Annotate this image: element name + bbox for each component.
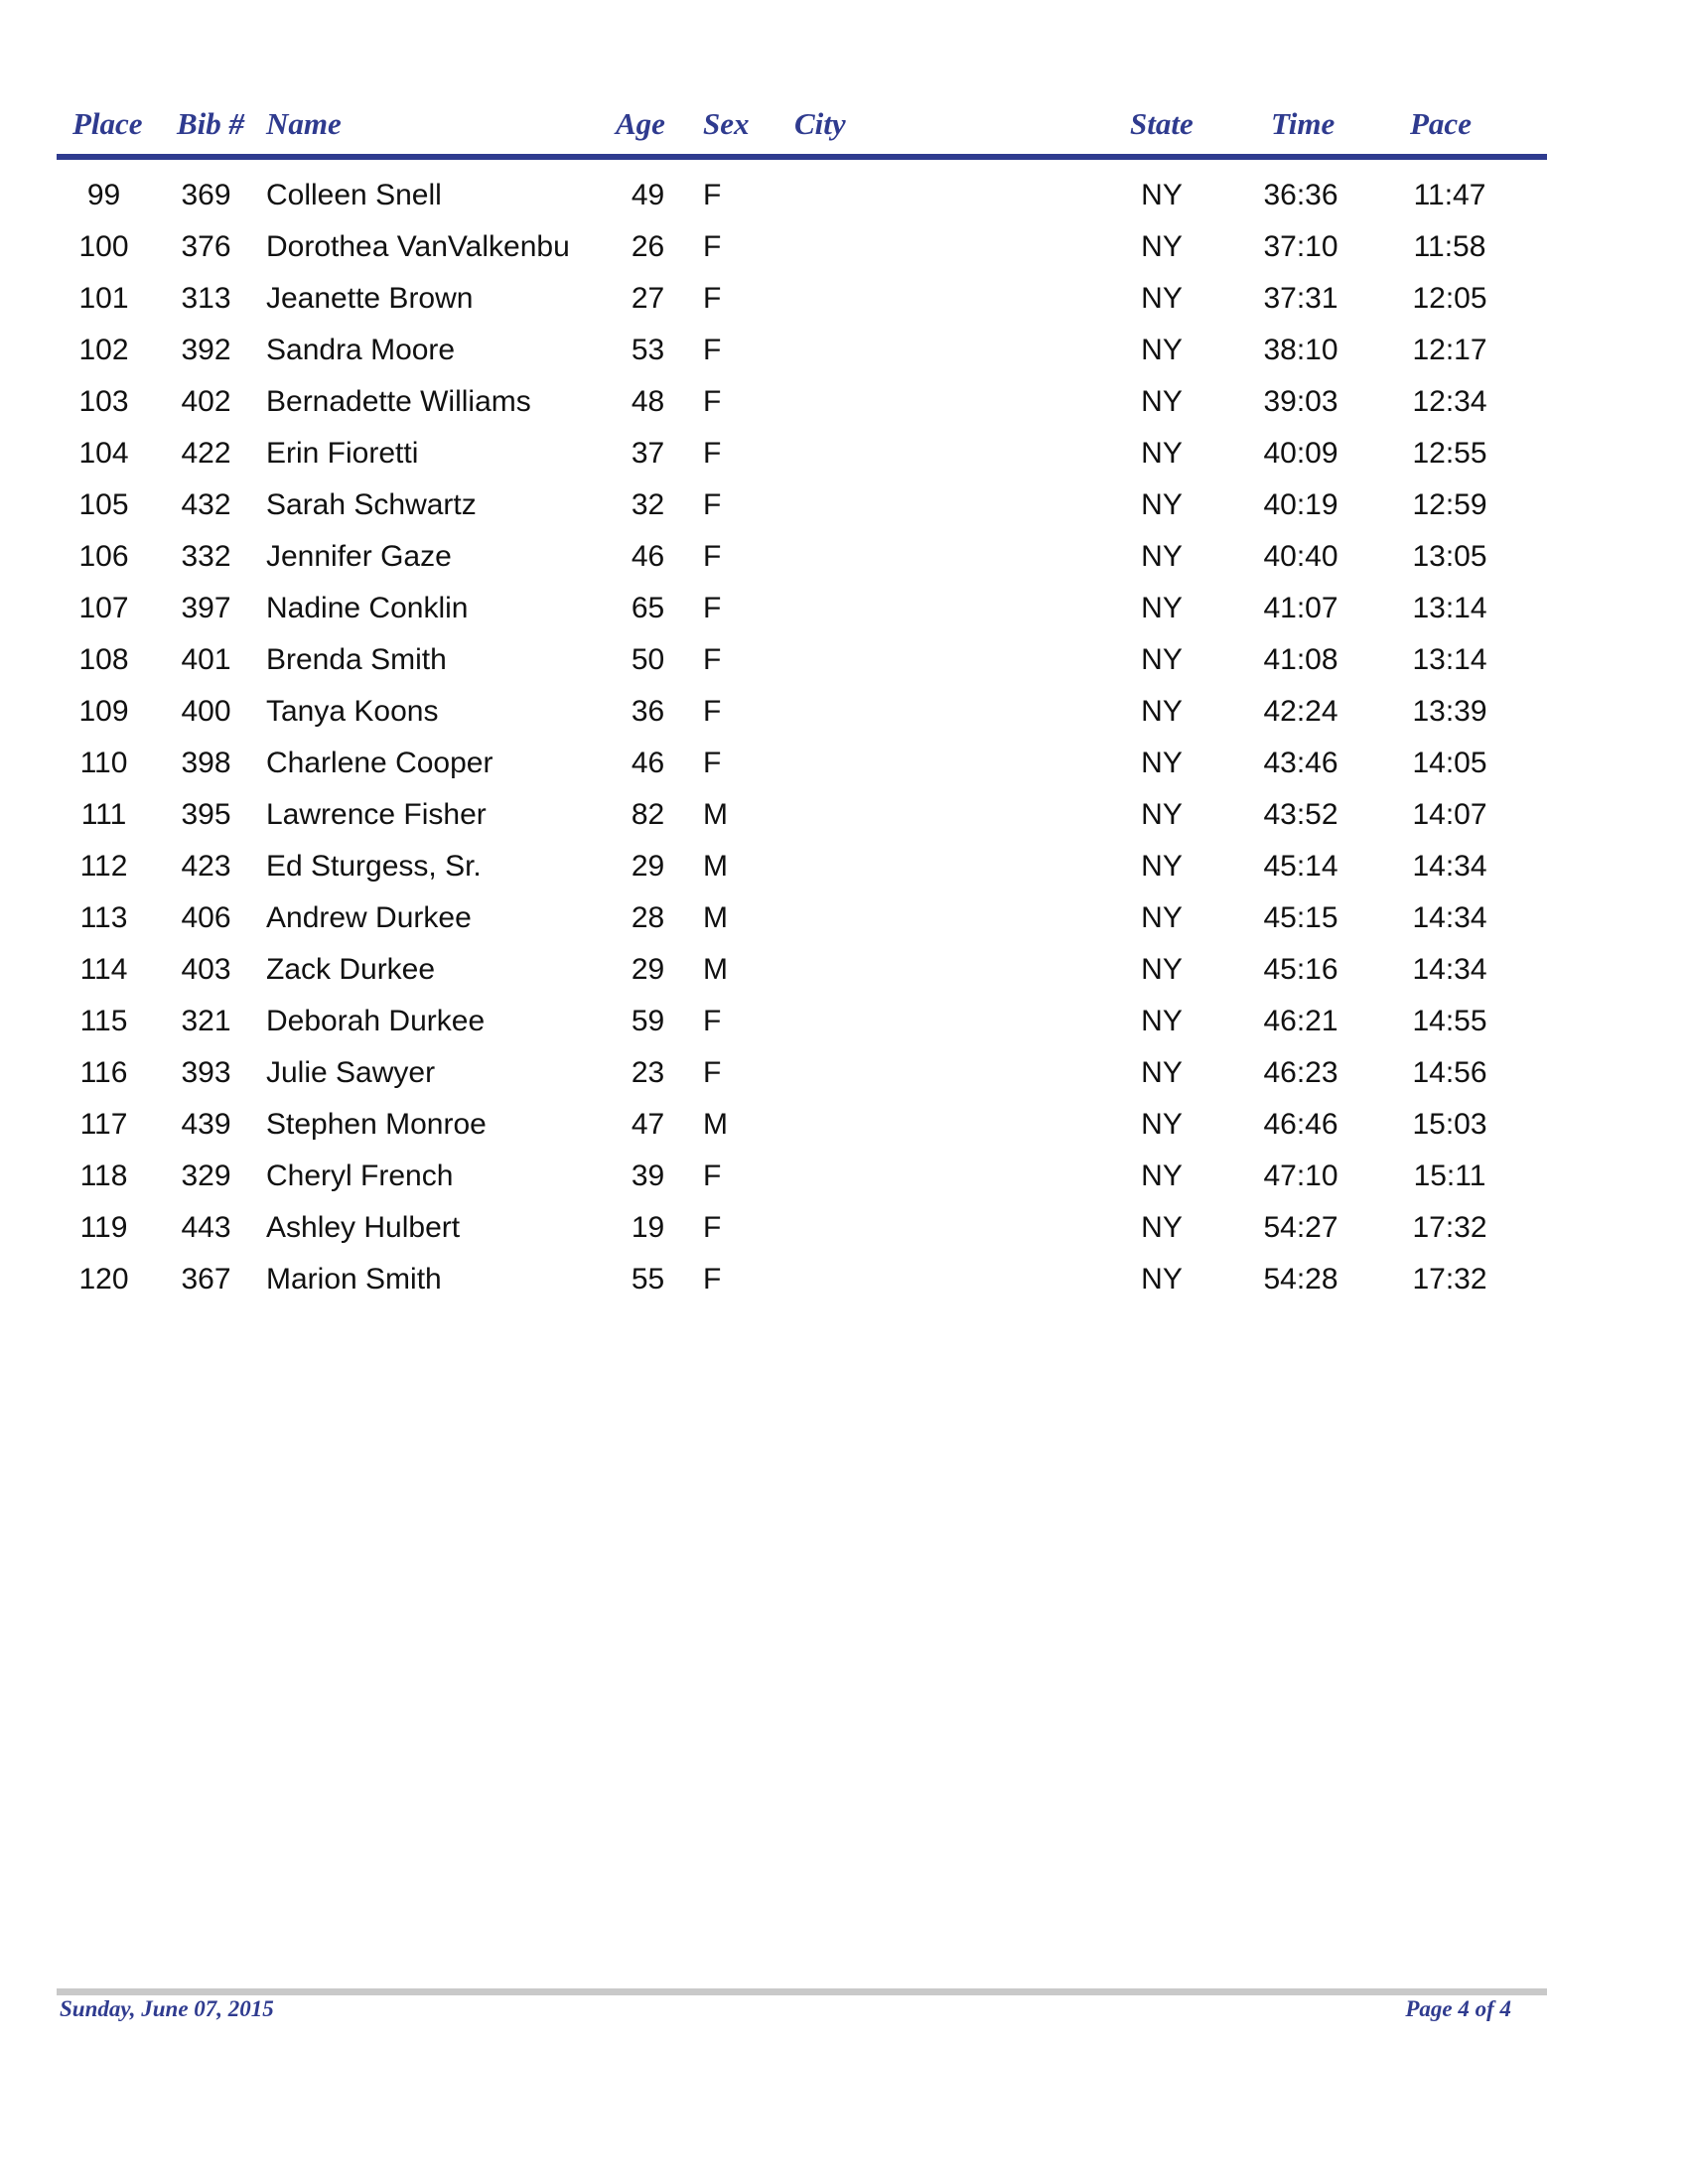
cell-sex: F (703, 1263, 722, 1296)
cell-place: 107 (78, 592, 129, 624)
cell-state: NY (1141, 282, 1183, 315)
cell-name: Jeanette Brown (266, 282, 474, 315)
table-row (0, 1154, 1688, 1205)
cell-age: 23 (631, 1056, 665, 1089)
table-row (0, 276, 1688, 328)
cell-time: 43:52 (1263, 798, 1338, 831)
cell-state: NY (1141, 747, 1183, 779)
cell-state: NY (1141, 1108, 1183, 1141)
cell-place: 111 (80, 798, 127, 831)
cell-pace: 15:03 (1412, 1108, 1487, 1141)
cell-name: Lawrence Fisher (266, 798, 487, 831)
cell-state: NY (1141, 1211, 1183, 1244)
table-row (0, 792, 1688, 844)
cell-bib: 321 (181, 1005, 231, 1037)
cell-name: Charlene Cooper (266, 747, 493, 779)
cell-bib: 401 (181, 643, 231, 676)
cell-time: 41:08 (1263, 643, 1338, 676)
cell-pace: 11:58 (1413, 230, 1486, 263)
cell-place: 100 (78, 230, 129, 263)
cell-name: Brenda Smith (266, 643, 447, 676)
cell-state: NY (1141, 230, 1183, 263)
cell-state: NY (1141, 643, 1183, 676)
cell-place: 114 (79, 953, 128, 986)
cell-place: 115 (79, 1005, 128, 1037)
cell-age: 49 (631, 179, 665, 211)
cell-state: NY (1141, 850, 1183, 883)
cell-pace: 12:17 (1412, 334, 1487, 366)
cell-name: Marion Smith (266, 1263, 442, 1296)
cell-name: Ashley Hulbert (266, 1211, 461, 1244)
column-header-name: Name (266, 106, 342, 141)
cell-bib: 313 (181, 282, 231, 315)
cell-sex: F (703, 1211, 722, 1244)
cell-bib: 397 (181, 592, 231, 624)
cell-time: 40:40 (1263, 540, 1338, 573)
cell-state: NY (1141, 1263, 1183, 1296)
table-row (0, 1050, 1688, 1102)
cell-bib: 332 (181, 540, 231, 573)
cell-place: 105 (78, 488, 129, 521)
cell-name: Dorothea VanValkenbu (266, 230, 570, 263)
cell-time: 43:46 (1263, 747, 1338, 779)
cell-place: 108 (78, 643, 129, 676)
cell-bib: 329 (181, 1160, 231, 1192)
cell-time: 46:23 (1263, 1056, 1338, 1089)
cell-place: 104 (78, 437, 129, 470)
table-row (0, 741, 1688, 792)
footer-date: Sunday, June 07, 2015 (60, 1996, 274, 2021)
cell-pace: 14:56 (1412, 1056, 1487, 1089)
cell-name: Sandra Moore (266, 334, 456, 366)
cell-bib: 398 (181, 747, 231, 779)
table-row (0, 534, 1688, 586)
cell-time: 45:14 (1263, 850, 1338, 883)
cell-sex: F (703, 1160, 722, 1192)
footer-divider (57, 1988, 1547, 1995)
column-header-state: State (1130, 106, 1194, 141)
cell-place: 109 (78, 695, 129, 728)
cell-sex: F (703, 385, 722, 418)
cell-sex: F (703, 540, 722, 573)
cell-age: 65 (631, 592, 665, 624)
cell-name: Sarah Schwartz (266, 488, 477, 521)
table-row (0, 895, 1688, 947)
cell-state: NY (1141, 488, 1183, 521)
column-header-bib: Bib # (177, 106, 245, 141)
cell-age: 55 (631, 1263, 665, 1296)
cell-state: NY (1141, 385, 1183, 418)
cell-state: NY (1141, 540, 1183, 573)
cell-age: 28 (631, 901, 665, 934)
cell-sex: F (703, 747, 722, 779)
cell-state: NY (1141, 1160, 1183, 1192)
cell-age: 39 (631, 1160, 665, 1192)
cell-bib: 367 (181, 1263, 231, 1296)
cell-time: 46:21 (1263, 1005, 1338, 1037)
cell-name: Nadine Conklin (266, 592, 469, 624)
cell-sex: F (703, 334, 722, 366)
cell-name: Ed Sturgess, Sr. (266, 850, 482, 883)
table-row (0, 224, 1688, 276)
cell-bib: 403 (181, 953, 231, 986)
cell-place: 116 (79, 1056, 128, 1089)
table-row (0, 586, 1688, 637)
cell-sex: M (703, 798, 728, 831)
column-header-city: City (794, 106, 846, 141)
table-row (0, 431, 1688, 482)
cell-age: 32 (631, 488, 665, 521)
cell-pace: 13:14 (1412, 643, 1487, 676)
cell-time: 40:19 (1263, 488, 1338, 521)
cell-state: NY (1141, 1056, 1183, 1089)
cell-place: 99 (86, 179, 121, 211)
cell-name: Cheryl French (266, 1160, 454, 1192)
cell-bib: 376 (181, 230, 231, 263)
cell-name: Tanya Koons (266, 695, 439, 728)
header-divider (57, 154, 1547, 160)
table-row (0, 689, 1688, 741)
column-header-pace: Pace (1410, 106, 1472, 141)
table-row (0, 173, 1688, 224)
cell-time: 41:07 (1263, 592, 1338, 624)
cell-pace: 13:05 (1412, 540, 1487, 573)
column-header-time: Time (1271, 106, 1336, 141)
table-row (0, 482, 1688, 534)
cell-place: 112 (79, 850, 128, 883)
cell-pace: 12:55 (1412, 437, 1487, 470)
cell-time: 37:31 (1263, 282, 1338, 315)
cell-time: 54:28 (1263, 1263, 1338, 1296)
cell-age: 36 (631, 695, 665, 728)
cell-place: 117 (79, 1108, 128, 1141)
cell-bib: 393 (181, 1056, 231, 1089)
cell-pace: 14:34 (1412, 953, 1487, 986)
cell-time: 42:24 (1263, 695, 1338, 728)
cell-state: NY (1141, 798, 1183, 831)
cell-pace: 14:05 (1412, 747, 1487, 779)
cell-time: 45:16 (1263, 953, 1338, 986)
table-row (0, 328, 1688, 379)
cell-time: 40:09 (1263, 437, 1338, 470)
cell-state: NY (1141, 901, 1183, 934)
cell-sex: F (703, 592, 722, 624)
cell-pace: 14:55 (1412, 1005, 1487, 1037)
table-row (0, 947, 1688, 999)
cell-name: Julie Sawyer (266, 1056, 436, 1089)
cell-place: 118 (79, 1160, 128, 1192)
cell-age: 48 (631, 385, 665, 418)
cell-sex: M (703, 1108, 728, 1141)
cell-state: NY (1141, 695, 1183, 728)
cell-bib: 423 (181, 850, 231, 883)
cell-name: Erin Fioretti (266, 437, 419, 470)
cell-name: Deborah Durkee (266, 1005, 486, 1037)
cell-pace: 13:39 (1412, 695, 1487, 728)
cell-pace: 14:07 (1412, 798, 1487, 831)
cell-bib: 400 (181, 695, 231, 728)
cell-place: 110 (79, 747, 128, 779)
cell-pace: 14:34 (1412, 850, 1487, 883)
table-header (0, 106, 1688, 146)
cell-sex: F (703, 282, 722, 315)
cell-age: 53 (631, 334, 665, 366)
cell-age: 50 (631, 643, 665, 676)
cell-time: 37:10 (1263, 230, 1338, 263)
table-row (0, 1257, 1688, 1308)
cell-age: 26 (631, 230, 665, 263)
cell-age: 59 (631, 1005, 665, 1037)
cell-place: 119 (79, 1211, 128, 1244)
cell-age: 19 (631, 1211, 665, 1244)
cell-bib: 422 (181, 437, 231, 470)
cell-place: 106 (78, 540, 129, 573)
cell-sex: F (703, 695, 722, 728)
cell-bib: 402 (181, 385, 231, 418)
cell-age: 29 (631, 850, 665, 883)
table-row (0, 1102, 1688, 1154)
cell-pace: 14:34 (1412, 901, 1487, 934)
cell-name: Andrew Durkee (266, 901, 472, 934)
cell-state: NY (1141, 592, 1183, 624)
cell-name: Bernadette Williams (266, 385, 531, 418)
cell-name: Zack Durkee (266, 953, 436, 986)
cell-age: 47 (631, 1108, 665, 1141)
cell-bib: 439 (181, 1108, 231, 1141)
cell-state: NY (1141, 437, 1183, 470)
table-row (0, 844, 1688, 895)
results-table-body (0, 173, 1688, 1308)
cell-pace: 17:32 (1412, 1263, 1487, 1296)
cell-time: 46:46 (1263, 1108, 1338, 1141)
cell-sex: M (703, 953, 728, 986)
cell-sex: F (703, 437, 722, 470)
cell-place: 102 (78, 334, 129, 366)
cell-age: 46 (631, 747, 665, 779)
cell-sex: F (703, 488, 722, 521)
cell-sex: F (703, 179, 722, 211)
cell-pace: 17:32 (1412, 1211, 1487, 1244)
cell-sex: F (703, 1056, 722, 1089)
cell-place: 101 (78, 282, 129, 315)
cell-state: NY (1141, 1005, 1183, 1037)
cell-place: 103 (78, 385, 129, 418)
cell-bib: 406 (181, 901, 231, 934)
cell-sex: F (703, 643, 722, 676)
cell-place: 120 (78, 1263, 129, 1296)
cell-age: 37 (631, 437, 665, 470)
cell-pace: 12:05 (1412, 282, 1487, 315)
footer-page-number: Page 4 of 4 (1405, 1996, 1511, 2021)
cell-age: 46 (631, 540, 665, 573)
cell-bib: 432 (181, 488, 231, 521)
cell-time: 45:15 (1263, 901, 1338, 934)
table-row (0, 637, 1688, 689)
cell-time: 36:36 (1263, 179, 1338, 211)
cell-bib: 392 (181, 334, 231, 366)
cell-sex: M (703, 901, 728, 934)
cell-name: Colleen Snell (266, 179, 442, 211)
table-row (0, 379, 1688, 431)
cell-pace: 12:59 (1412, 488, 1487, 521)
cell-time: 38:10 (1263, 334, 1338, 366)
cell-sex: F (703, 1005, 722, 1037)
cell-age: 29 (631, 953, 665, 986)
cell-sex: F (703, 230, 722, 263)
cell-name: Stephen Monroe (266, 1108, 487, 1141)
cell-name: Jennifer Gaze (266, 540, 452, 573)
cell-sex: M (703, 850, 728, 883)
cell-place: 113 (79, 901, 128, 934)
cell-time: 47:10 (1263, 1160, 1338, 1192)
cell-bib: 443 (181, 1211, 231, 1244)
cell-state: NY (1141, 953, 1183, 986)
cell-bib: 369 (181, 179, 231, 211)
table-row (0, 1205, 1688, 1257)
table-row (0, 999, 1688, 1050)
cell-pace: 12:34 (1412, 385, 1487, 418)
cell-pace: 11:47 (1413, 179, 1486, 211)
column-header-age: Age (616, 106, 665, 141)
cell-state: NY (1141, 334, 1183, 366)
cell-pace: 15:11 (1413, 1160, 1486, 1192)
cell-state: NY (1141, 179, 1183, 211)
cell-age: 82 (631, 798, 665, 831)
cell-time: 54:27 (1263, 1211, 1338, 1244)
column-header-sex: Sex (703, 106, 750, 141)
cell-pace: 13:14 (1412, 592, 1487, 624)
cell-time: 39:03 (1263, 385, 1338, 418)
cell-bib: 395 (181, 798, 231, 831)
column-header-place: Place (72, 106, 143, 141)
cell-age: 27 (631, 282, 665, 315)
